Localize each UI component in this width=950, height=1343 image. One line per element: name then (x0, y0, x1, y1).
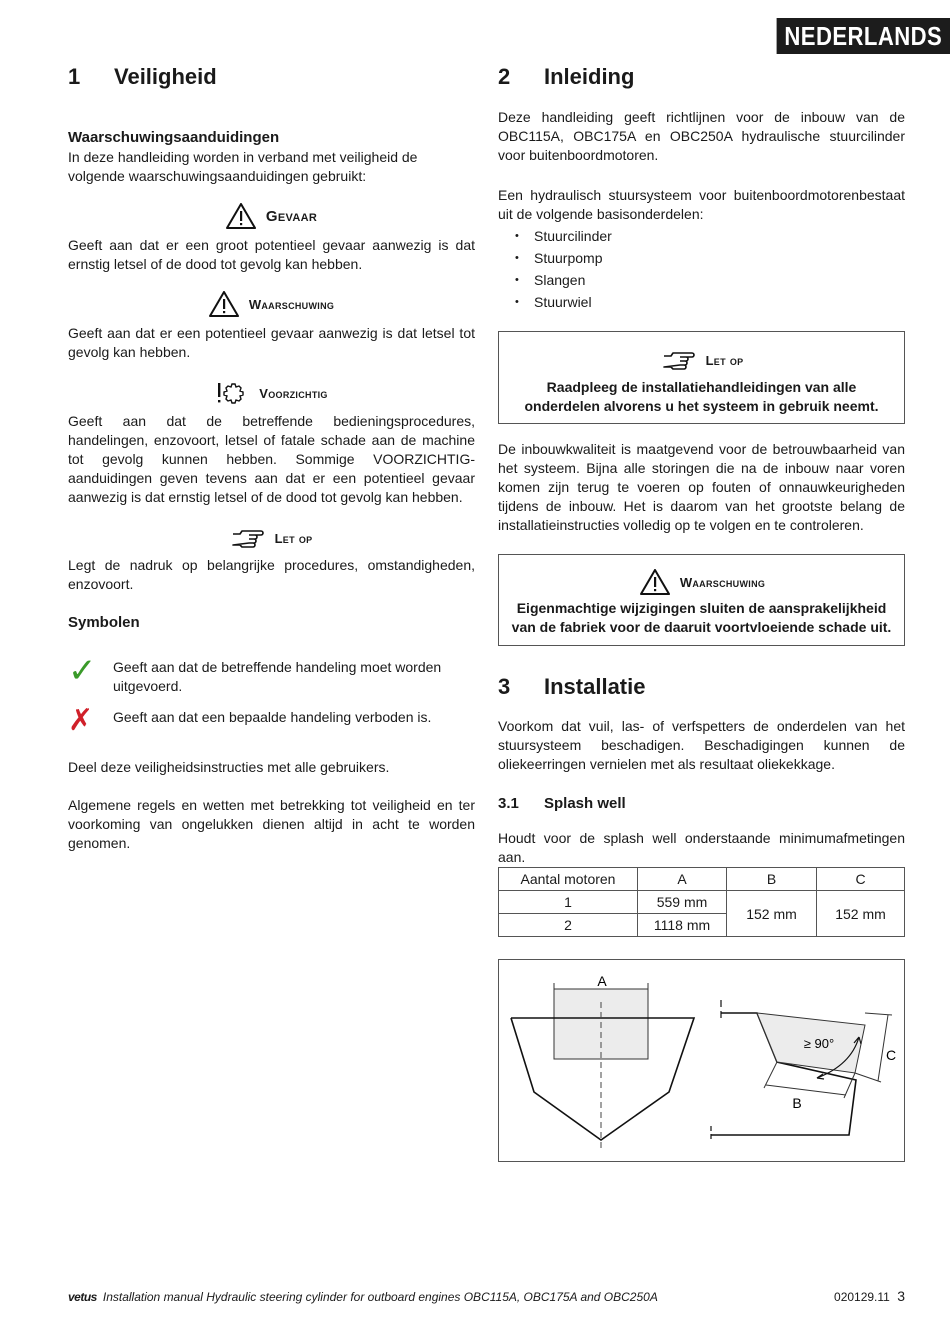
table-cell: 1118 mm (638, 914, 727, 937)
table-cell: 1 (499, 891, 638, 914)
dimensions-table (498, 867, 905, 937)
signal-gevaar: Gevaar (68, 203, 475, 229)
let-op-text: Legt de nadruk op belangrijke procedures, omstandigheden, enzovoort. (68, 557, 475, 592)
pointing-hand-icon (231, 526, 265, 550)
page-number: 3 (897, 1288, 905, 1304)
signal-voorzichtig: Voorzichtig (68, 380, 475, 406)
splash-well-drawing (499, 960, 904, 1161)
list-item: • Stuurpomp (498, 247, 612, 269)
footer-right (834, 1288, 905, 1304)
list-item: • Stuurwiel (498, 291, 612, 313)
table-cell: 559 mm (638, 891, 727, 914)
share-text: Deel deze veiligheidsinstructies met alle gebruikers. (68, 759, 390, 775)
splash-well-diagram (498, 959, 905, 1162)
table-header: B (727, 868, 817, 891)
note-box-signal: Let op (499, 348, 906, 372)
table-cell: 2 (499, 914, 638, 937)
diagram-angle-label: ≥ 90° (803, 1036, 835, 1051)
warning-box-signal: Waarschuwing (499, 569, 906, 595)
symbols-heading: Symbolen (68, 614, 140, 631)
rules-text: Algemene regels en wetten met betrekking tot veiligheid en ter voorkoming van ongelukken dienen altijd in acht te worden genomen. (68, 797, 475, 851)
intro-paragraph-1: Deze handleiding geeft richtlijnen voor de inbouw van de OBC115A, OBC175A en OBC250A hydraulische stuurcilinder voor buitenboordmotoren. (498, 109, 905, 163)
note-box-text: Raadpleeg de installatiehandleidingen van alle onderdelen alvorens u het systeem in gebruik neemt. (524, 379, 879, 414)
warnings-intro: In deze handleiding worden in verband met veiligheid de volgende waarschuwingsaanduidingen gebruikt: (68, 149, 418, 184)
intro-paragraph-2: Een hydraulisch stuursysteem voor buitenboordmotorenbestaat uit de volgende basisonderdelen: (498, 187, 905, 222)
checkmark-icon: ✓ (68, 652, 97, 690)
splash-text: Houdt voor de splash well onderstaande minimumafmetingen aan. (498, 830, 905, 865)
parts-list (498, 225, 612, 313)
symbol-check-text: Geeft aan dat de betreffende handeling moet worden uitgevoerd. (113, 659, 442, 694)
table-row (499, 891, 905, 914)
warning-triangle-icon (226, 203, 256, 229)
warning-triangle-icon (209, 291, 239, 317)
table-header: Aantal motoren (499, 868, 638, 891)
warnings-heading: Waarschuwingsaanduidingen (68, 129, 280, 146)
footer-code: 020129.11 (834, 1290, 890, 1304)
section-1-heading: 1 Veiligheid (68, 64, 217, 89)
table-cell: 152 mm (817, 891, 905, 937)
list-item: • Stuurcilinder (498, 225, 612, 247)
footer-left (68, 1290, 658, 1304)
table-header-row (499, 868, 905, 891)
note-box (498, 331, 905, 424)
table-cell: 152 mm (727, 891, 817, 937)
vetus-logo: vetus (68, 1290, 97, 1304)
diagram-label-a: A (597, 973, 607, 989)
page-footer (68, 1288, 905, 1304)
table-header: A (638, 868, 727, 891)
section-2-heading: 2 Inleiding (498, 64, 635, 89)
gevaar-text: Geeft aan dat er een groot potentieel gevaar aanwezig is dat ernstig letsel of de dood tot gevolg kan hebben. (68, 237, 475, 272)
caution-gear-icon (215, 380, 249, 406)
list-item: • Slangen (498, 269, 612, 291)
language-tab: NEDERLANDS (777, 18, 950, 54)
table-header: C (817, 868, 905, 891)
waarschuwing-text: Geeft aan dat er een potentieel gevaar aanwezig is dat letsel tot gevolg kan hebben. (68, 325, 475, 360)
symbol-row-check (68, 654, 475, 696)
quality-text: De inbouwkwaliteit is maatgevend voor de betrouwbaarheid van het systeem. Bijna alle storingen die na de inbouw naar voren komen zijn terug te voeren op fouten of onnauwkeurigheden tijdens de inbouw. Het is daarom van het grootste belang de installatieinstructies volledig op te volgen en te controleren. (498, 441, 905, 533)
symbol-row-cross (68, 704, 475, 738)
warning-triangle-icon (640, 569, 670, 595)
warning-box-text: Eigenmachtige wijzigingen sluiten de aansprakelijkheid van de fabriek voor de daaruit voortvloeiende schade uit. (511, 600, 892, 635)
signal-let-op: Let op (68, 526, 475, 550)
install-text: Voorkom dat vuil, las- of verfspetters de onderdelen van het stuursysteem beschadigen. Beschadigingen kunnen de oliekeerringen vernielen met als resultaat oliekekkage. (498, 718, 905, 772)
voorzichtig-text: Geeft aan dat de betreffende bedieningsprocedures, handelingen, enzovoort, letsel of fatale schade aan de machine tot gevolg kunnen hebben. Sommige VOORZICHTIG-aanduidingen geven tevens aan dat er een potentieel gevaar aanwezig is dat ernstig letsel of de dood tot gevolg kan hebben. (68, 413, 475, 505)
footer-title: Installation manual Hydraulic steering cylinder for outboard engines OBC115A, OBC175A and OBC250A (102, 1290, 658, 1304)
diagram-label-b: B (792, 1095, 802, 1111)
symbol-cross-text: Geeft aan dat een bepaalde handeling verboden is. (113, 709, 432, 725)
section-3-1-heading: 3.1 Splash well (498, 795, 626, 812)
diagram-label-c: C (885, 1047, 897, 1063)
warning-box (498, 554, 905, 646)
section-3-heading: 3 Installatie (498, 674, 646, 699)
pointing-hand-icon (662, 348, 696, 372)
signal-waarschuwing: Waarschuwing (68, 291, 475, 317)
cross-icon: ✗ (68, 704, 94, 737)
